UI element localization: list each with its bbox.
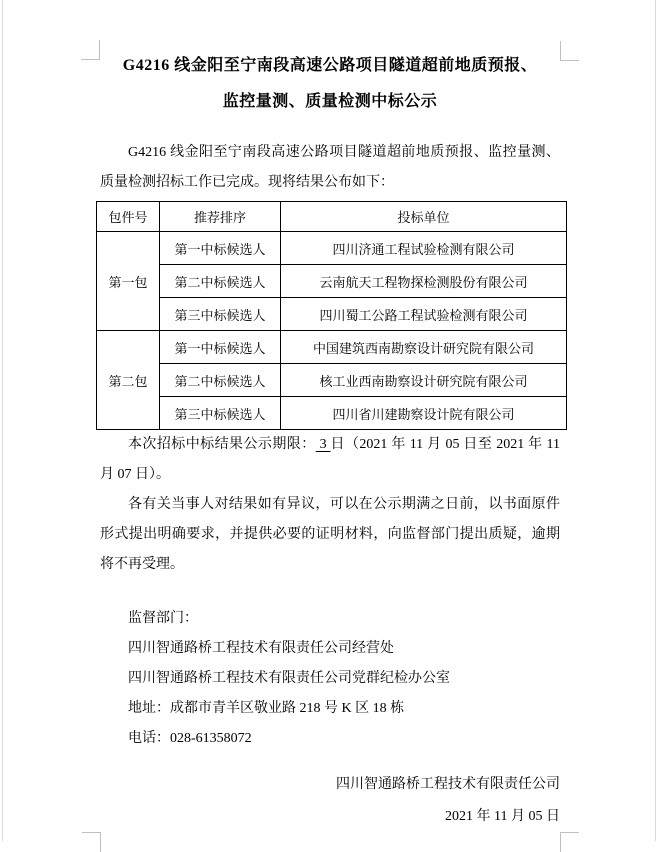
table-row — [97, 232, 567, 265]
company-cell: 核工业西南勘察设计研究院有限公司 — [281, 364, 567, 397]
results-table — [96, 201, 567, 430]
title-line-2: 监控量测、质量检测中标公示 — [222, 93, 438, 110]
document-title — [100, 48, 560, 120]
table-row — [97, 364, 567, 397]
publicity-text-after: 日（2021 年 11 月 05 日至 2021 年 11 月 07 日）。 — [100, 437, 561, 482]
header-cell-bidder: 投标单位 — [281, 202, 567, 232]
objection-paragraph: 各有关当事人对结果如有异议，可以在公示期满之日前，以书面原件形式提出明确要求，并提供必要的证明材料，向监督部门提出质疑，逾期将不再受理。 — [100, 497, 560, 572]
company-cell: 云南航天工程物探检测股份有限公司 — [281, 265, 567, 298]
phone-line: 电话：028-61358072 — [128, 731, 252, 746]
signature-block — [100, 769, 560, 833]
supervision-block — [100, 604, 560, 754]
address-line: 地址：成都市青羊区敬业路 218 号 K 区 18 栋 — [128, 701, 405, 716]
crop-mark-top-right-icon — [560, 41, 579, 61]
header-cell-rank: 推荐排序 — [160, 202, 281, 232]
header-cell-package: 包件号 — [97, 202, 160, 232]
supervision-dept-line: 四川智通路桥工程技术有限责任公司经营处 — [128, 641, 394, 656]
crop-mark-top-left-icon — [81, 40, 100, 60]
rank-cell: 第一中标候选人 — [160, 232, 281, 265]
document-body — [100, 48, 560, 833]
rank-cell: 第二中标候选人 — [160, 265, 281, 298]
table-row — [97, 331, 567, 364]
rank-cell: 第二中标候选人 — [160, 364, 281, 397]
supervision-dept-line: 四川智通路桥工程技术有限责任公司党群纪检办公室 — [128, 671, 450, 686]
publicity-days-underlined: 3 — [315, 437, 331, 452]
crop-mark-bottom-left-icon — [82, 832, 101, 852]
page-edge-right — [655, 0, 656, 841]
company-cell: 中国建筑西南勘察设计研究院有限公司 — [281, 331, 567, 364]
table-header-row — [97, 202, 567, 232]
page-edge-left — [2, 0, 3, 841]
signature-company: 四川智通路桥工程技术有限责任公司 — [336, 777, 560, 792]
package-cell: 第二包 — [97, 331, 160, 430]
table-row — [97, 298, 567, 331]
title-line-1: G4216 线金阳至宁南段高速公路项目隧道超前地质预报、 — [122, 57, 538, 74]
package-cell: 第一包 — [97, 232, 160, 331]
rank-cell: 第一中标候选人 — [160, 331, 281, 364]
table-row — [97, 397, 567, 430]
company-cell: 四川省川建勘察设计院有限公司 — [281, 397, 567, 430]
publicity-text-before: 本次招标中标结果公示期限： — [128, 437, 316, 452]
supervision-label: 监督部门： — [128, 611, 198, 626]
signature-date: 2021 年 11 月 05 日 — [445, 809, 560, 824]
intro-paragraph: G4216 线金阳至宁南段高速公路项目隧道超前地质预报、监控量测、质量检测招标工作已完成。现将结果公布如下： — [100, 145, 560, 190]
rank-cell: 第三中标候选人 — [160, 397, 281, 430]
rank-cell: 第三中标候选人 — [160, 298, 281, 331]
crop-mark-bottom-right-icon — [560, 832, 579, 852]
company-cell: 四川蜀工公路工程试验检测有限公司 — [281, 298, 567, 331]
company-cell: 四川济通工程试验检测有限公司 — [281, 232, 567, 265]
publicity-paragraph — [100, 430, 560, 490]
table-row — [97, 265, 567, 298]
